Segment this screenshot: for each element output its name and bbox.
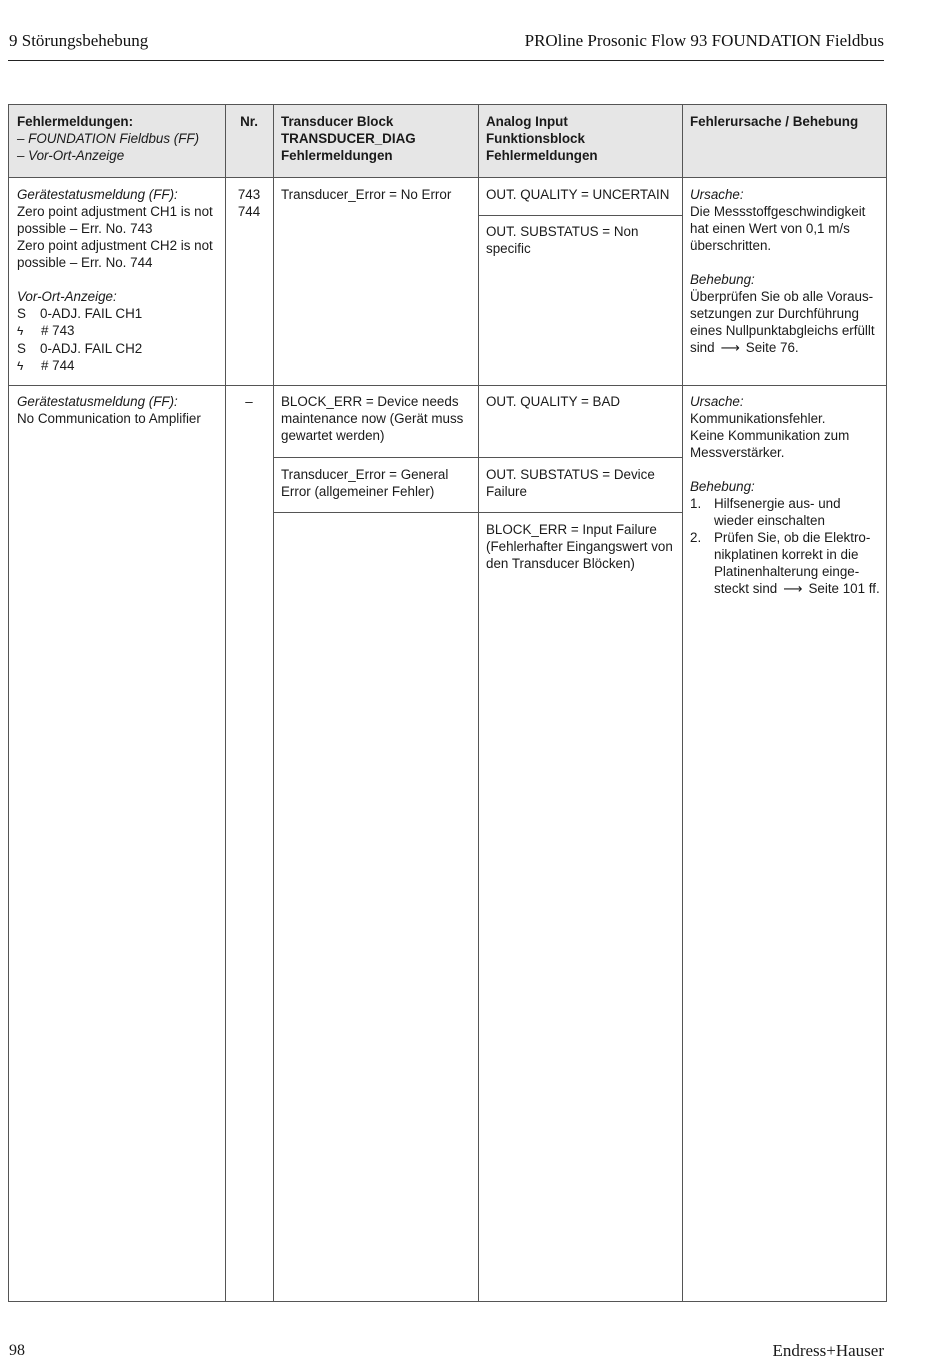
row2-cause-line: Keine Kommunikation zum (690, 428, 850, 443)
row1-local-num-2: # 744 (41, 358, 75, 373)
col-header-nr (225, 105, 273, 177)
row1-cause-line: hat einen Wert von 0,1 m/s (690, 221, 850, 236)
row1-status-line: possible – Err. No. 744 (17, 255, 153, 270)
step-line: Hilfsenergie aus- und (714, 496, 841, 511)
row1-remedy-line: Überprüfen Sie ob alle Voraus- (690, 289, 874, 304)
status-s-indicator: S (17, 306, 26, 321)
lightning-icon: ϟ (17, 359, 24, 373)
header-rule (8, 60, 884, 61)
row1-status-line: possible – Err. No. 743 (17, 221, 153, 236)
step-ref-line (714, 580, 880, 597)
row1-local-text-2: 0-ADJ. FAIL CH2 (40, 341, 143, 356)
row1-local-message-2 (17, 340, 217, 357)
row1-nr (225, 178, 273, 228)
col-header-transducer (273, 105, 478, 177)
row2-transducer-a-line: gewartet werden) (281, 428, 385, 443)
row1-cause-line: überschritten. (690, 238, 772, 253)
row2-cause (682, 385, 886, 605)
row-divider (478, 215, 682, 216)
col-divider (682, 105, 683, 1301)
row1-remedy-line: eines Nullpunktabgleichs erfüllt (690, 323, 875, 338)
step-line: wieder einschalten (714, 513, 825, 528)
row1-status-line: Zero point adjustment CH2 is not (17, 238, 213, 253)
row1-analog-quality-text: OUT. QUALITY = UNCERTAIN (486, 187, 670, 202)
row1-remedy-label: Behebung: (690, 272, 755, 287)
row2-analog-c-line: den Transducer Blöcken) (486, 556, 635, 571)
row-divider (273, 512, 682, 513)
col-header-messages-local: – Vor-Ort-Anzeige (17, 148, 125, 163)
col-header-analog-line: Analog Input (486, 114, 568, 129)
row1-transducer (273, 178, 478, 211)
step-line: Prüfen Sie, ob die Elektro- (714, 530, 871, 545)
col-header-cause-label: Fehlerursache / Behebung (690, 114, 859, 129)
step-last: steckt sind (714, 581, 778, 596)
row1-status-line: Zero point adjustment CH1 is not (17, 204, 213, 219)
step-line: Platinenhalterung einge- (714, 564, 860, 579)
step-number: 1. (690, 496, 702, 511)
row1-local-num-1: # 743 (41, 323, 75, 338)
row1-cause (682, 178, 886, 364)
col-header-transducer-line: Fehlermeldungen (281, 148, 393, 163)
brand-logo: Endress+Hauser (772, 1341, 884, 1360)
row1-messages (9, 178, 225, 383)
row2-analog-substatus (478, 458, 682, 508)
col-header-messages-ff: – FOUNDATION Fieldbus (FF) (17, 131, 200, 146)
row2-cause-label: Ursache: (690, 394, 744, 409)
row2-messages (9, 385, 225, 435)
row2-analog-substatus-line: OUT. SUBSTATUS = Device (486, 467, 655, 482)
row1-remedy-ref-line (690, 339, 878, 356)
chapter-title: 9 Störungsbehebung (9, 31, 149, 50)
row2-remedy-label: Behebung: (690, 479, 755, 494)
row1-transducer-text: Transducer_Error = No Error (281, 187, 452, 202)
col-header-cause (682, 105, 886, 177)
row2-analog-quality (478, 385, 682, 418)
arrow-right-icon: ⟶ (720, 340, 740, 355)
step-ref: Seite 101 ff. (808, 581, 880, 596)
row2-status-line: No Communication to Amplifier (17, 411, 201, 426)
row-divider (273, 457, 682, 458)
error-table (8, 104, 887, 1302)
row2-cause-line: Kommunikationsfehler. (690, 411, 826, 426)
col-header-transducer-line: Transducer Block (281, 114, 394, 129)
col-header-analog-line: Funktionsblock (486, 131, 585, 146)
remedy-step-1 (690, 495, 878, 529)
row2-transducer-block-err (273, 385, 478, 452)
col-header-transducer-line: TRANSDUCER_DIAG (281, 131, 416, 146)
col-header-messages-title: Fehlermeldungen: (17, 114, 134, 129)
row-divider (9, 385, 886, 386)
row2-analog-c-line: BLOCK_ERR = Input Failure (486, 522, 657, 537)
col-divider (273, 105, 274, 1301)
row2-transducer-b-line: Transducer_Error = General (281, 467, 449, 482)
row1-local-message-1 (17, 305, 217, 322)
row1-remedy-ref: Seite 76. (745, 340, 799, 355)
row1-local-number-2 (17, 357, 217, 375)
row2-transducer-a-line: maintenance now (Gerät muss (281, 411, 464, 426)
row1-local-label: Vor-Ort-Anzeige: (17, 289, 117, 304)
row2-transducer-b-line: Error (allgemeiner Fehler) (281, 484, 435, 499)
remedy-step-2 (690, 529, 878, 597)
row2-analog-quality-text: OUT. QUALITY = BAD (486, 394, 621, 409)
row2-cause-line: Messverstärker. (690, 445, 785, 460)
row1-nr-value: 744 (237, 204, 261, 219)
col-divider (225, 105, 226, 1301)
col-header-analog (478, 105, 682, 177)
col-divider (478, 105, 479, 1301)
row2-transducer-error (273, 458, 478, 508)
row1-analog-quality (478, 178, 682, 211)
row1-nr-value: 743 (237, 187, 261, 202)
row1-remedy-last: sind (690, 340, 715, 355)
row2-analog-substatus-line: Failure (486, 484, 527, 499)
row1-cause-line: Die Messstoffgeschwindigkeit (690, 204, 866, 219)
row2-transducer-a-line: BLOCK_ERR = Device needs (281, 394, 459, 409)
row1-analog-substatus-line: OUT. SUBSTATUS = Non (486, 224, 639, 239)
status-s-indicator: S (17, 341, 26, 356)
row2-nr-value: – (245, 394, 253, 409)
page-number: 98 (9, 1342, 25, 1359)
col-header-analog-line: Fehlermeldungen (486, 148, 598, 163)
row1-local-number-1 (17, 322, 217, 340)
row1-cause-label: Ursache: (690, 187, 744, 202)
arrow-right-icon: ⟶ (783, 581, 803, 596)
row2-status-label: Gerätestatusmeldung (FF): (17, 394, 178, 409)
step-line: nikplatinen korrekt in die (714, 547, 859, 562)
document-title: PROline Prosonic Flow 93 FOUNDATION Fieldbus (524, 31, 884, 50)
row1-status-label: Gerätestatusmeldung (FF): (17, 187, 178, 202)
col-header-messages (9, 105, 225, 177)
header-divider (9, 177, 886, 178)
row1-analog-substatus-line: specific (486, 241, 531, 256)
row1-local-text-1: 0-ADJ. FAIL CH1 (40, 306, 143, 321)
col-header-nr-label: Nr. (240, 114, 258, 129)
lightning-icon: ϟ (17, 324, 24, 338)
step-number: 2. (690, 530, 702, 545)
row2-nr (225, 385, 273, 418)
row2-analog-c-line: (Fehlerhafter Eingangswert von (486, 539, 673, 554)
row1-analog-substatus (478, 215, 682, 265)
row1-remedy-line: setzungen zur Durchführung (690, 306, 859, 321)
row2-analog-block-err (478, 513, 682, 580)
